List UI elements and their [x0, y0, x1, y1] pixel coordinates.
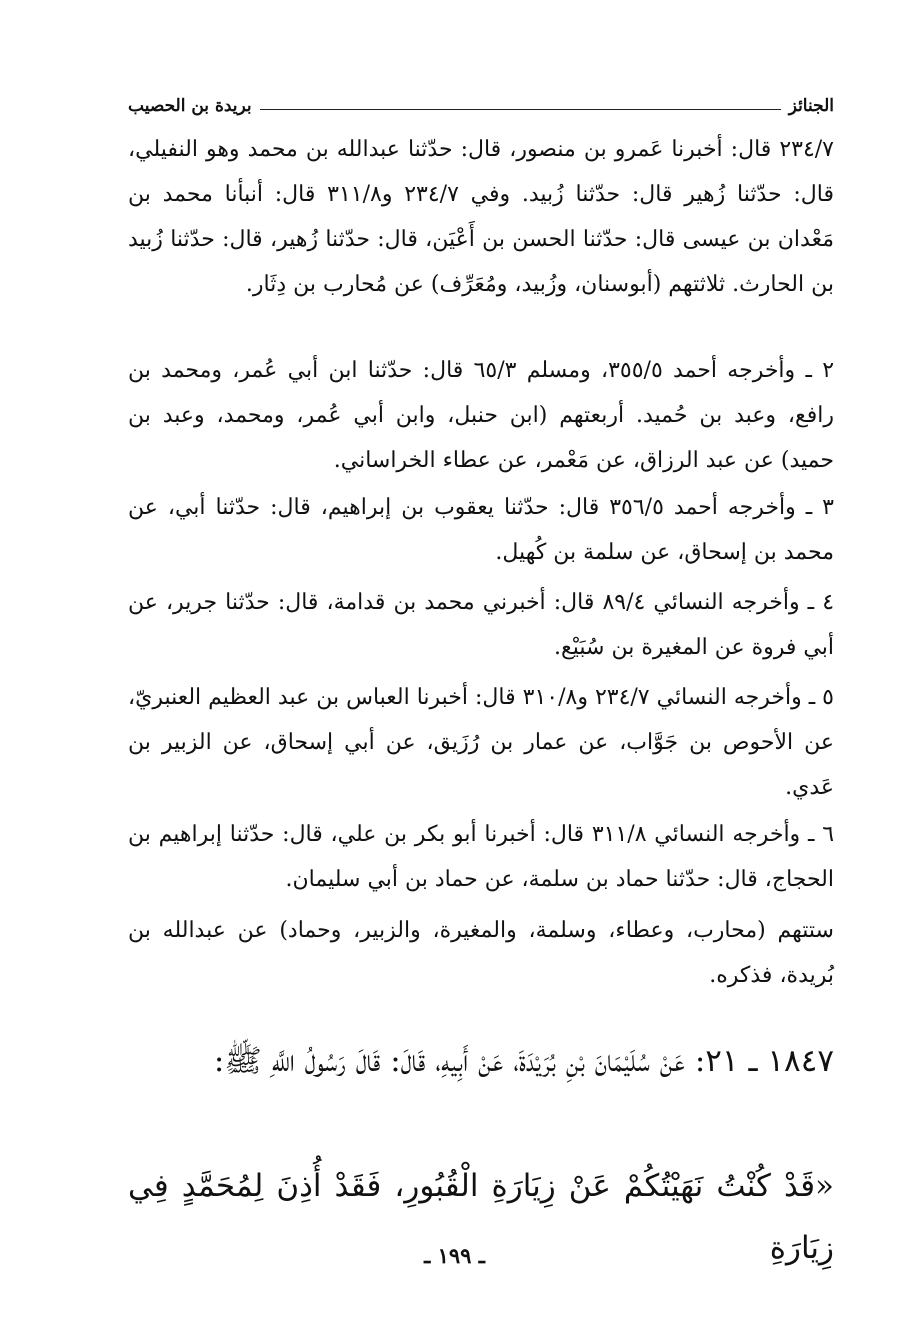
running-header — [128, 88, 834, 116]
paragraph-chain-1: ٢٣٤/٧ قال: أخبرنا عَمرو بن منصور، قال: حدّثنا عبدالله بن محمد وهو النفيلي، قال: حدّثنا زُهير قال: حدّثنا زُبيد. وفي ٢٣٤/٧ و٣١١/٨ قال: أنبأنا محمد بن مَعْدان بن عيسى قال: حدّثنا الحسن بن أَعْيَن، قال: حدّثنا زُهير، قال: حدّثنا زُبيد بن الحارث. ثلاثتهم (أبوسنان، وزُبيد، ومُعَرِّف) عن مُحارب بن دِثَار. — [128, 137, 834, 297]
paragraph-chain-6: ٦ ـ وأخرجه النسائي ٣١١/٨ قال: أخبرنا أبو بكر بن علي، قال: حدّثنا إبراهيم بن الحجاج، قال: حدّثنا حماد بن سلمة، عن حماد بن أبي سليمان. — [128, 822, 835, 892]
header-rule — [260, 109, 781, 110]
paragraph-summary: ستتهم (محارب، وعطاء، وسلمة، والمغيرة، والزبير، وحماد) عن عبدالله بن بُريدة، فذكره. — [128, 918, 834, 988]
paragraph-chain-5: ٥ ـ وأخرجه النسائي ٢٣٤/٧ و٣١٠/٨ قال: أخبرنا العباس بن عبد العظيم العنبريّ، عن الأحوص بن جَوَّاب، عن عمار بن رُزَيق، عن أبي إسحاق، عن الزبير بن عَدي. — [128, 685, 834, 800]
paragraph-chain-2: ٢ ـ وأخرجه أحمد ٣٥٥/٥، ومسلم ٦٥/٣ قال: حدّثنا ابن أبي عُمر، ومحمد بن رافع، وعبد بن حُميد. أربعتهم (ابن حنبل، وابن أبي عُمر، ومحمد، وعبد بن حميد) عن عبد الرزاق، عن مَعْمر، عن عطاء الخراساني. — [128, 358, 835, 473]
chapter-title: الجنائز — [788, 96, 834, 116]
paragraph-chain-3: ٣ ـ وأخرجه أحمد ٣٥٦/٥ قال: حدّثنا يعقوب بن إبراهيم، قال: حدّثنا أبي، عن محمد بن إسحاق، عن سلمة بن كُهيل. — [128, 495, 834, 565]
hadith-intro: ١٨٤٧ ـ ٢١: عَنْ سُلَيْمَانَ بْنِ بُرَيْدَةَ، عَنْ أَبِيهِ، قَالَ: قَالَ رَسُولُ اللَّهِ ﷺ: — [213, 1043, 834, 1079]
hadith-text: «قَدْ كُنْتُ نَهَيْتُكُمْ عَنْ زِيَارَةِ الْقُبُورِ، فَقَدْ أُذِنَ لِمُحَمَّدٍ فِي زِيَارَةِ — [128, 1168, 834, 1266]
section-title: بريدة بن الحصيب — [128, 96, 252, 116]
paragraph-chain-4: ٤ ـ وأخرجه النسائي ٨٩/٤ قال: أخبرني محمد بن قدامة، قال: حدّثنا جرير، عن أبي فروة عن المغيرة بن سُبَيْع. — [128, 590, 835, 660]
page-number: ـ ١٩٩ ـ — [424, 1243, 485, 1268]
